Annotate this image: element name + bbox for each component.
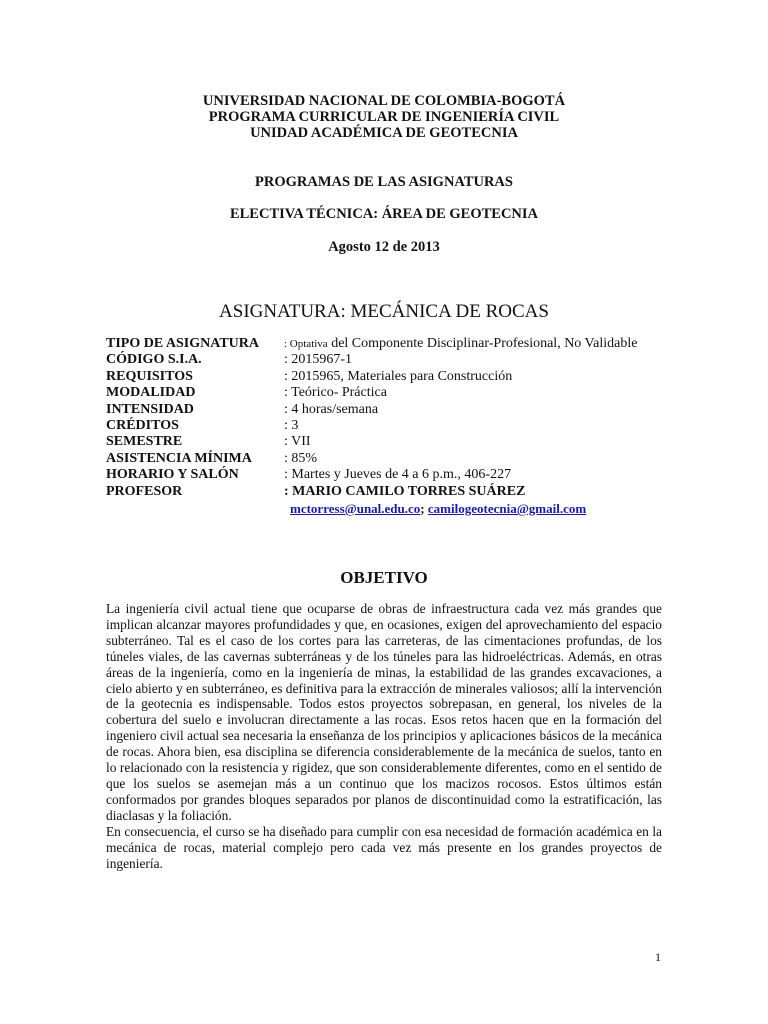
course-title: ASIGNATURA: MECÁNICA DE ROCAS (219, 301, 549, 322)
info-row-requisitos (106, 369, 666, 385)
professor-emails (290, 501, 586, 517)
info-value: : Teórico- Práctica (284, 385, 387, 401)
programs-heading: PROGRAMAS DE LAS ASIGNATURAS (255, 174, 513, 190)
program-name: PROGRAMA CURRICULAR DE INGENIERÍA CIVIL (208, 109, 560, 125)
info-label: INTENSIDAD (106, 401, 194, 417)
info-label: CRÉDITOS (106, 417, 179, 433)
info-value: : 2015965, Materiales para Construcción (284, 368, 513, 384)
info-row-creditos (106, 418, 666, 434)
objective-paragraph: La ingeniería civil actual tiene que ocuparse de obras de infraestructura cada vez más grandes que implican alcanzar mayores profundidades y que, en ocasiones, exigen del aprovechamiento del espacio subterráneo. Tal es el caso de los cortes para las carreteras, de las cimentaciones profundas, de los túneles viales, de las cavernas subterráneas y de los túneles para las hidroeléctricas. Además, en otras áreas de la ingeniería, como en la ingeniería de minas, la estabilidad de las grandes excavaciones, a cielo abierto y en subterráneo, es definitiva para la extracción de minerales valiosos; allí la intervención de la geotecnia es indispensable. Todos estos proyectos sobrepasan, en general, los niveles de la cobertura del suelo e involucran directamente a las rocas. Esos retos hacen que en la formación del ingeniero civil actual sea necesaria la enseñanza de los principios y aplicaciones básicos de la mecánica de rocas. Ahora bien, esa disciplina se diferencia considerablemente de la mecánica de suelos, tanto en lo relacionado con la resistencia y rigidez, que son considerablemente diferentes, como en el sentido de que los suelos se asemejan más a un continuo que los macizos rocosos. Estos últimos están conformados por grandes bloques separados por planos de discontinuidad como la estratificación, las diaclasas y la foliación. (106, 601, 662, 823)
info-row-asistencia (106, 451, 666, 467)
info-label: TIPO DE ASIGNATURA (106, 336, 259, 351)
email-link-unal[interactable]: mctorress@unal.edu.co (290, 501, 421, 516)
info-value: : VII (284, 434, 311, 450)
info-label: HORARIO Y SALÓN (106, 467, 239, 483)
info-row-tipo (106, 336, 666, 352)
info-label: PROFESOR (106, 483, 183, 499)
email-separator: ; (420, 501, 425, 516)
info-value: : MARIO CAMILO TORRES SUÁREZ (284, 483, 526, 499)
page-number: 1 (655, 950, 661, 964)
info-label: CÓDIGO S.I.A. (106, 352, 202, 368)
info-row-semestre (106, 434, 666, 450)
info-value: : Martes y Jueves de 4 a 6 p.m., 406-227 (284, 467, 512, 483)
university-name: UNIVERSIDAD NACIONAL DE COLOMBIA-BOGOTÁ (202, 93, 566, 109)
objective-body (106, 601, 662, 871)
info-row-profesor (106, 484, 666, 500)
info-value: : 2015967-1 (284, 352, 353, 368)
info-label: ASISTENCIA MÍNIMA (106, 450, 252, 466)
elective-heading: ELECTIVA TÉCNICA: ÁREA DE GEOTECNIA (229, 206, 539, 222)
info-label: SEMESTRE (106, 434, 183, 450)
objective-paragraph: En consecuencia, el curso se ha diseñado para cumplir con esa necesidad de formación académica en la mecánica de rocas, material complejo pero cada vez más presente en los grandes proyectos de ingeniería. (106, 823, 662, 871)
course-info-table (106, 336, 666, 500)
objective-heading: OBJETIVO (340, 568, 428, 587)
info-row-modalidad (106, 385, 666, 401)
info-row-codigo (106, 352, 666, 368)
info-value: : 4 horas/semana (284, 401, 379, 417)
info-label: MODALIDAD (106, 385, 196, 401)
info-label: REQUISITOS (106, 368, 193, 384)
unit-name: UNIDAD ACADÉMICA DE GEOTECNIA (250, 125, 518, 141)
info-value: : 3 (284, 417, 299, 433)
info-row-horario (106, 467, 666, 483)
info-value: : 85% (284, 450, 318, 466)
info-row-intensidad (106, 402, 666, 418)
info-value: : Optativa del Componente Disciplinar-Profesional, No Validable (284, 336, 638, 351)
document-date: Agosto 12 de 2013 (328, 239, 440, 255)
email-link-gmail[interactable]: camilogeotecnia@gmail.com (427, 501, 587, 516)
